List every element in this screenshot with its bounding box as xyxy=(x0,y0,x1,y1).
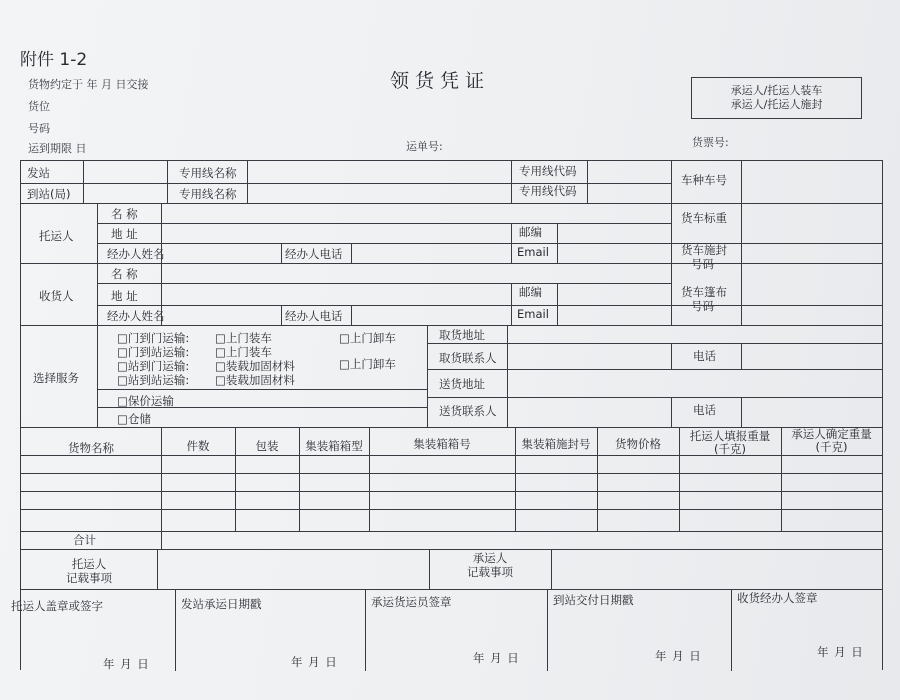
siding-name-label: 专用线名称 xyxy=(179,166,237,180)
col-shipper-weight-unit: (千克) xyxy=(714,442,746,456)
pickup-phone-label: 电话 xyxy=(693,349,716,363)
door-unloading-option-1[interactable]: □上门卸车 xyxy=(339,331,396,345)
carrier-remarks-label-2: 记载事项 xyxy=(467,565,513,579)
consignee-address-label: 地 址 xyxy=(111,289,138,303)
col-carrier-weight: 承运人确定重量 xyxy=(791,427,872,441)
col-container-type: 集装箱箱型 xyxy=(305,439,363,453)
shipper-remarks-label-1: 托运人 xyxy=(71,557,107,571)
delivery-phone-label: 电话 xyxy=(693,403,716,417)
col-goods-name: 货物名称 xyxy=(68,441,114,455)
door-to-station-option[interactable]: □门到站运输: xyxy=(117,345,190,359)
date-3: 年 月 日 xyxy=(473,651,520,665)
consignee-agent-name-label: 经办人姓名 xyxy=(107,309,165,323)
shipper-agent-phone-label: 经办人电话 xyxy=(285,247,343,261)
door-unloading-option-2[interactable]: □上门卸车 xyxy=(339,357,396,371)
delivery-contact-label: 送货联系人 xyxy=(439,404,497,418)
reinforcement-option-1[interactable]: □装载加固材料 xyxy=(215,359,295,373)
waybill-number-label: 运单号: xyxy=(406,140,443,153)
origin-station-label: 发站 xyxy=(27,166,50,180)
station-to-door-option[interactable]: □站到门运输: xyxy=(117,359,190,373)
station-to-station-option[interactable]: □站到站运输: xyxy=(117,373,190,387)
clerk-signature-label: 承运货运员签章 xyxy=(371,595,452,609)
door-to-door-option[interactable]: □门到门运输: xyxy=(117,331,190,345)
pickup-contact-label: 取货联系人 xyxy=(439,351,497,365)
consignee-label: 收货人 xyxy=(39,289,74,303)
loading-seal-line2: 承运人/托运人施封 xyxy=(730,98,823,111)
col-carrier-weight-unit: (千克) xyxy=(815,440,848,454)
consignee-name-label: 名 称 xyxy=(111,267,138,281)
loading-seal-box xyxy=(691,77,862,119)
transit-limit-label: 运到期限 日 xyxy=(28,142,87,155)
car-seal-label-2: 号码 xyxy=(691,257,714,271)
pickup-address-label: 取货地址 xyxy=(439,328,485,342)
shipper-zip-label: 邮编 xyxy=(519,225,542,239)
origin-date-stamp-label: 发站承运日期戳 xyxy=(181,597,262,611)
handover-date-line: 货物约定于 年 月 日交接 xyxy=(28,78,149,91)
shipper-name-label: 名 称 xyxy=(111,207,138,221)
attachment-number: 附件 1-2 xyxy=(20,50,88,70)
col-container-seal: 集装箱施封号 xyxy=(521,437,591,451)
col-packaging: 包装 xyxy=(255,439,279,453)
date-2: 年 月 日 xyxy=(291,655,338,669)
consignee-email-label: Email xyxy=(517,307,549,321)
siding-name-label-2: 专用线名称 xyxy=(179,187,237,201)
number-label: 号码 xyxy=(28,122,50,135)
shipper-address-label: 地 址 xyxy=(111,227,138,241)
shipper-agent-name-label: 经办人姓名 xyxy=(107,247,165,261)
date-1: 年 月 日 xyxy=(103,657,150,671)
document-title: 领货凭证 xyxy=(390,70,491,92)
siding-code-label-2: 专用线代码 xyxy=(519,184,577,198)
destination-station-label: 到站(局) xyxy=(27,187,71,201)
col-shipper-weight: 托运人填报重量 xyxy=(689,429,771,443)
delivery-address-label: 送货地址 xyxy=(439,377,485,391)
form-table xyxy=(11,160,883,671)
car-tarp-label-1: 货车篷布 xyxy=(681,285,727,299)
carrier-remarks-label-1: 承运人 xyxy=(472,551,508,565)
car-tarp-label-2: 号码 xyxy=(691,299,714,313)
freight-ticket-label: 货票号: xyxy=(692,136,729,149)
service-selection-label: 选择服务 xyxy=(33,371,79,385)
car-weight-label: 货车标重 xyxy=(681,211,727,225)
col-container-number: 集装箱箱号 xyxy=(413,437,471,451)
shipper-remarks-label-2: 记载事项 xyxy=(66,571,112,585)
reinforcement-option-2[interactable]: □装载加固材料 xyxy=(215,373,295,387)
destination-date-stamp-label: 到站交付日期戳 xyxy=(553,593,634,607)
shipper-signature-label: 托运人盖章或签字 xyxy=(11,599,103,613)
receiver-signature-label: 收货经办人签章 xyxy=(737,591,818,605)
col-pieces: 件数 xyxy=(186,439,210,453)
car-type-number-label: 车种车号 xyxy=(681,173,727,187)
loading-seal-line1: 承运人/托运人装车 xyxy=(730,84,823,97)
shipper-label: 托运人 xyxy=(39,229,74,243)
door-loading-option-2[interactable]: □上门装车 xyxy=(215,345,272,359)
date-5: 年 月 日 xyxy=(817,645,864,659)
date-4: 年 月 日 xyxy=(655,649,702,663)
storage-option[interactable]: □仓储 xyxy=(117,412,151,426)
consignee-agent-phone-label: 经办人电话 xyxy=(285,309,343,323)
car-seal-label-1: 货车施封 xyxy=(681,243,727,257)
consignee-zip-label: 邮编 xyxy=(519,285,542,299)
total-label: 合计 xyxy=(73,533,96,547)
siding-code-label: 专用线代码 xyxy=(519,164,577,178)
shipper-email-label: Email xyxy=(517,245,549,259)
insured-transport-option[interactable]: □保价运输 xyxy=(117,394,174,408)
door-loading-option-1[interactable]: □上门装车 xyxy=(215,331,272,345)
cargo-position-label: 货位 xyxy=(28,100,50,113)
col-goods-value: 货物价格 xyxy=(615,437,661,451)
